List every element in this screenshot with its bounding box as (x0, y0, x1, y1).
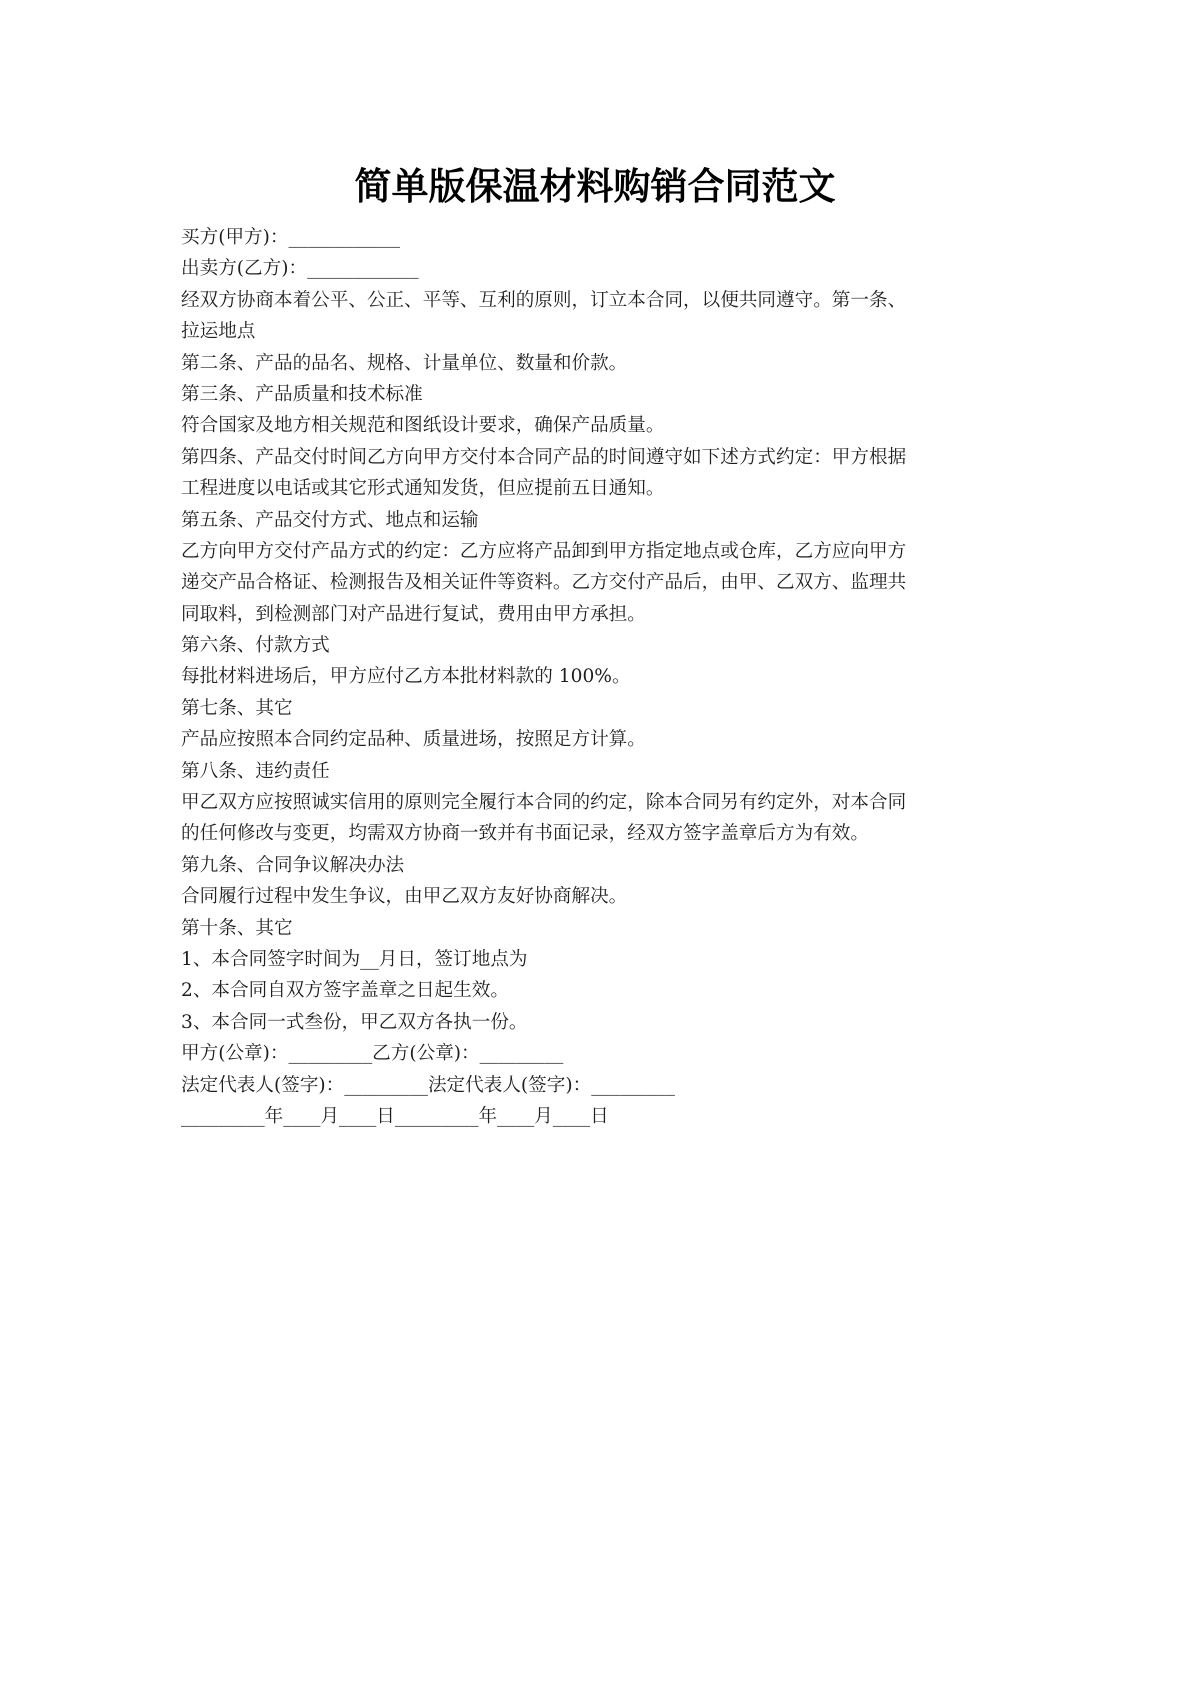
body-line: 同取料，到检测部门对产品进行复试，费用由甲方承担。 (181, 603, 646, 625)
representative-b: 法定代表人(签字)：_________ (427, 1074, 675, 1096)
clause-heading: 第十条、其它 (181, 917, 293, 939)
seal-line (181, 1038, 1021, 1069)
seller-value: ____________ (307, 258, 419, 280)
body-line: 工程进度以电话或其它形式通知发货，但应提前五日通知。 (181, 478, 665, 500)
body-line: 的任何修改与变更，均需双方协商一致并有书面记录，经双方签字盖章后方为有效。 (181, 823, 869, 845)
list-item: 1、本合同签字时间为__月日，签订地点为 (181, 948, 528, 970)
buyer-value: ____________ (288, 227, 401, 248)
body-line: 乙方向甲方交付产品方式的约定：乙方应将产品卸到甲方指定地点或仓库，乙方应向甲方 (181, 540, 907, 562)
body-line: 符合国家及地方相关规范和图纸设计要求，确保产品质量。 (181, 415, 665, 437)
clause-heading: 第三条、产品质量和技术标准 (181, 383, 423, 405)
representative-a: 法定代表人(签字)：_________ (181, 1074, 428, 1096)
date-line (181, 1101, 1021, 1132)
body-line: 拉运地点 (181, 321, 256, 343)
seller-line (181, 253, 1021, 284)
list-item: 3、本合同一式叁份，甲乙双方各执一份。 (181, 1011, 528, 1033)
body-line: 合同履行过程中发生争议，由甲乙双方友好协商解决。 (181, 886, 628, 908)
body-line: 经双方协商本着公平、公正、平等、互利的原则，订立本合同，以便共同遵守。第一条、 (181, 289, 907, 311)
body-line: 产品应按照本合同约定品种、质量进场，按照足方计算。 (181, 729, 646, 751)
body-line: 每批材料进场后，甲方应付乙方本批材料款的 100%。 (181, 666, 631, 688)
document-body (181, 222, 1021, 1132)
buyer-label: 买方(甲方)： (181, 227, 289, 248)
date-a: _________年____月____日 (181, 1105, 395, 1127)
party-b-seal: 乙方(公章)：_________ (372, 1043, 564, 1065)
clause-heading: 第七条、其它 (181, 697, 293, 719)
clause-heading: 第二条、产品的品名、规格、计量单位、数量和价款。 (181, 352, 628, 374)
clause-heading: 第四条、产品交付时间乙方向甲方交付本合同产品的时间遵守如下述方式约定：甲方根据 (181, 446, 907, 468)
document-title: 简单版保温材料购销合同范文 (354, 165, 836, 208)
clause-heading: 第六条、付款方式 (181, 635, 330, 657)
representative-line (181, 1070, 1021, 1101)
clause-heading: 第八条、违约责任 (181, 760, 330, 782)
clause-heading: 第九条、合同争议解决办法 (181, 854, 405, 876)
party-a-seal: 甲方(公章)：_________ (181, 1043, 373, 1065)
seller-label: 出卖方(乙方)： (181, 258, 308, 280)
buyer-line (181, 222, 1021, 253)
date-b: _________年____月____日 (394, 1105, 609, 1127)
body-line: 递交产品合格证、检测报告及相关证件等资料。乙方交付产品后，由甲、乙双方、监理共 (181, 572, 907, 594)
body-line: 甲乙双方应按照诚实信用的原则完全履行本合同的约定，除本合同另有约定外，对本合同 (181, 792, 907, 814)
clause-heading: 第五条、产品交付方式、地点和运输 (181, 509, 479, 531)
list-item: 2、本合同自双方签字盖章之日起生效。 (181, 980, 509, 1002)
